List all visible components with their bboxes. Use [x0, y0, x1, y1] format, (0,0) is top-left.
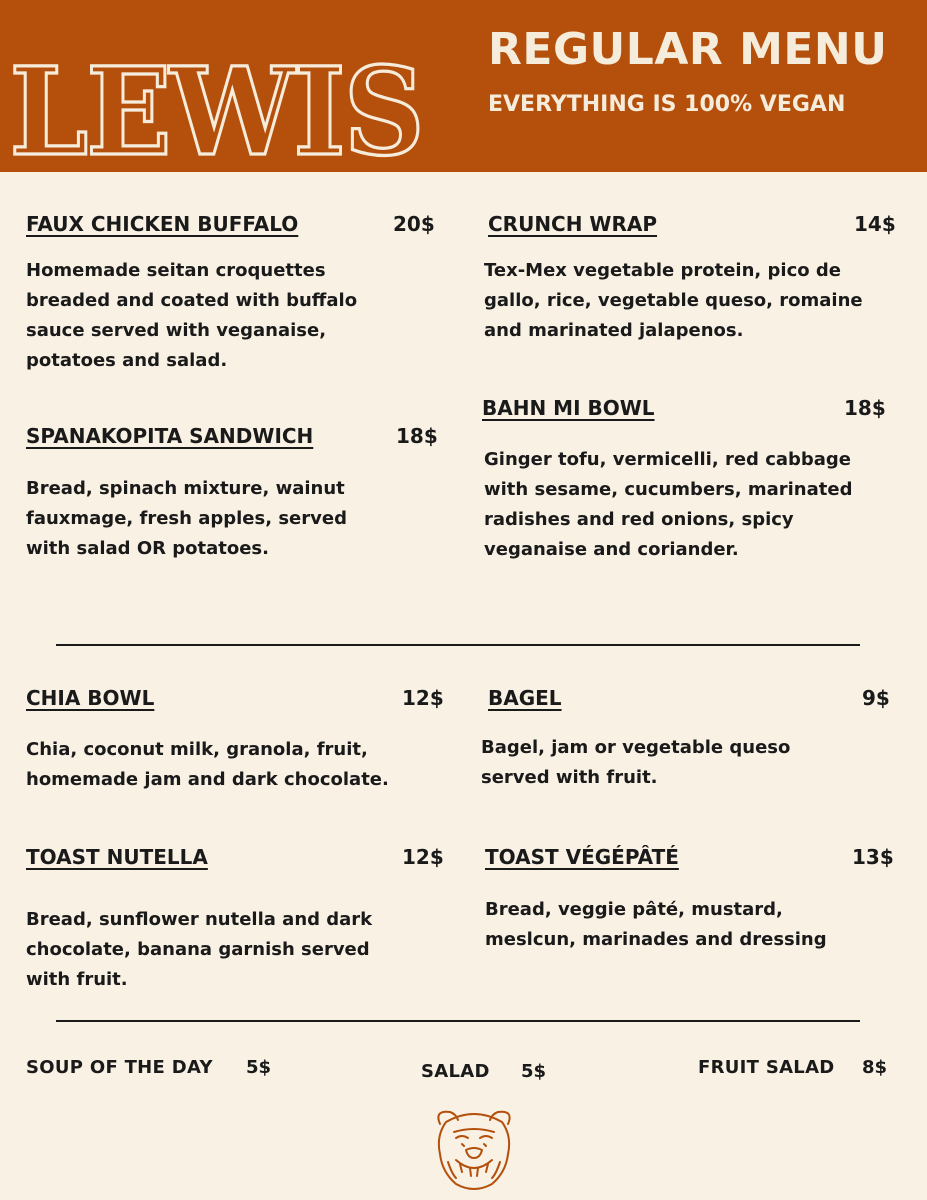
item-price-bagel: 9$ — [862, 686, 890, 710]
item-desc-toast-nutella: Bread, sunflower nutella and dark chocolate, banana garnish served with fruit. — [26, 909, 373, 990]
lewis-logo — [9, 22, 423, 183]
item-desc-faux-chicken-buffalo: Homemade seitan croquettes breaded and coated with buffalo sauce served with veganaise, potatoes and salad. — [26, 260, 358, 371]
item-price-crunch-wrap: 14$ — [854, 212, 896, 236]
header-banner — [0, 0, 927, 183]
section-divider — [56, 1020, 860, 1022]
side-price-salad: 5$ — [521, 1061, 547, 1082]
menu-subtitle: EVERYTHING IS 100% VEGAN — [488, 92, 846, 117]
item-name-toast-nutella: TOAST NUTELLA — [26, 845, 208, 869]
side-price-soup-of-the-day: 5$ — [246, 1057, 272, 1078]
side-name-fruit-salad: FRUIT SALAD — [698, 1057, 835, 1078]
item-price-chia-bowl: 12$ — [402, 686, 444, 710]
item-name-bagel: BAGEL — [488, 686, 562, 710]
item-price-faux-chicken-buffalo: 20$ — [393, 212, 435, 236]
item-price-spanakopita-sandwich: 18$ — [396, 424, 438, 448]
side-price-fruit-salad: 8$ — [862, 1057, 888, 1078]
item-desc-crunch-wrap: Tex-Mex vegetable protein, pico de gallo, rice, vegetable queso, romaine and marinated jalapenos. — [484, 260, 863, 341]
item-name-toast-vegepate: TOAST VÉGÉPÂTÉ — [485, 845, 679, 869]
item-price-bahn-mi-bowl: 18$ — [844, 396, 886, 420]
item-desc-toast-vegepate: Bread, veggie pâté, mustard, meslcun, marinades and dressing — [485, 899, 827, 950]
item-name-crunch-wrap: CRUNCH WRAP — [488, 212, 658, 236]
side-name-soup-of-the-day: SOUP OF THE DAY — [26, 1057, 213, 1078]
item-name-spanakopita-sandwich: SPANAKOPITA SANDWICH — [26, 424, 314, 448]
item-desc-bagel: Bagel, jam or vegetable queso served with fruit. — [481, 737, 791, 788]
section-divider — [56, 644, 860, 646]
item-name-faux-chicken-buffalo: FAUX CHICKEN BUFFALO — [26, 212, 299, 236]
item-name-bahn-mi-bowl: BAHN MI BOWL — [482, 396, 655, 420]
item-desc-chia-bowl: Chia, coconut milk, granola, fruit, homemade jam and dark chocolate. — [26, 739, 389, 790]
menu-title: REGULAR MENU — [488, 24, 888, 75]
side-name-salad: SALAD — [421, 1061, 490, 1082]
logo-text: LEWIS — [9, 41, 423, 183]
item-price-toast-nutella: 12$ — [402, 845, 444, 869]
item-desc-bahn-mi-bowl: Ginger tofu, vermicelli, red cabbage with sesame, cucumbers, marinated radishes and red onions, spicy veganaise and coriander. — [484, 449, 853, 560]
item-name-chia-bowl: CHIA BOWL — [26, 686, 155, 710]
item-desc-spanakopita-sandwich: Bread, spinach mixture, wainut fauxmage, fresh apples, served with salad OR potatoes. — [26, 478, 347, 559]
bulldog-icon — [426, 1102, 522, 1194]
item-price-toast-vegepate: 13$ — [852, 845, 894, 869]
